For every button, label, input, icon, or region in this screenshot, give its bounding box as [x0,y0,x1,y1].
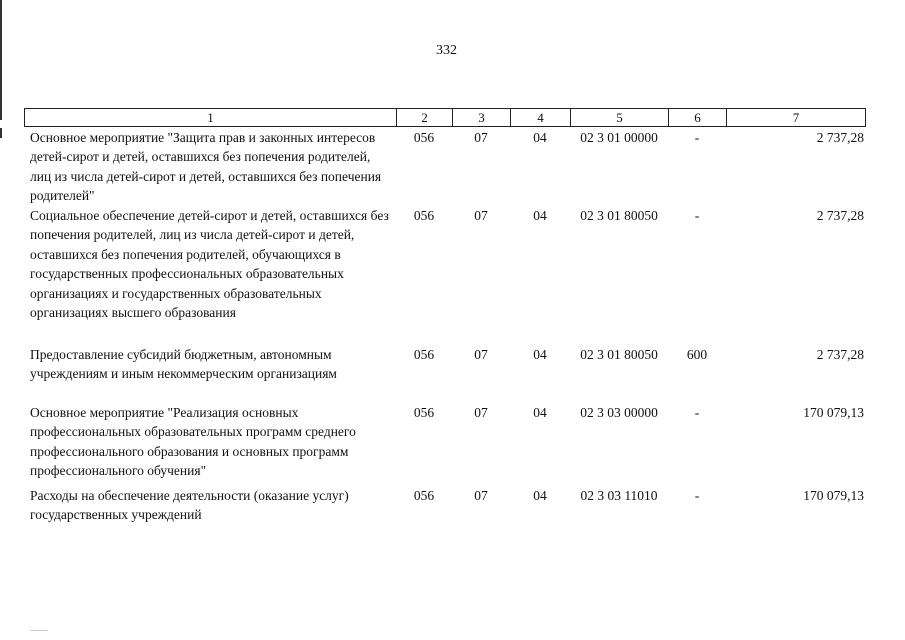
row-code-subsection: 04 [533,405,547,420]
row-code-subsection: 04 [533,347,547,362]
row-code-expense-type: - [694,488,700,503]
row-amount: 170 079,13 [803,405,864,420]
row-code-expense-type: - [694,130,700,145]
column-header-2: 2 [397,109,453,127]
column-header-row [25,109,866,127]
row-code-ministry: 056 [413,488,435,503]
row-code-ministry: 056 [413,405,435,420]
column-header-4: 4 [511,109,571,127]
column-header-6: 6 [669,109,727,127]
column-header-5: 5 [571,109,669,127]
row-code-target: 02 3 01 00000 [580,130,658,145]
row-description: Основное мероприятие "Защита прав и законных интересов детей-сирот и детей, оставшихся без попечения родителей, лиц из числа детей-сирот и детей, оставшихся без попечения родителей" [30,130,382,204]
row-code-section: 07 [474,347,488,362]
row-description: Основное мероприятие "Реализация основных профессиональных образовательных программ среднего профессионального образования и основных программ профессионального обучения" [30,405,356,479]
page-number: 332 [436,43,457,58]
column-header-3: 3 [453,109,511,127]
left-margin-line [0,0,2,120]
row-code-ministry: 056 [413,347,435,362]
row-code-ministry: 056 [413,208,435,223]
row-code-subsection: 04 [533,488,547,503]
column-header-7: 7 [727,109,866,127]
left-margin-tick [0,128,2,138]
row-code-subsection: 04 [533,208,547,223]
row-code-expense-type: - [694,405,700,420]
row-code-section: 07 [474,405,488,420]
row-code-expense-type: 600 [686,347,708,362]
row-code-target: 02 3 01 80050 [580,208,658,223]
row-code-section: 07 [474,488,488,503]
row-code-target: 02 3 03 00000 [580,405,658,420]
column-header-1: 1 [25,109,397,127]
row-description: Социальное обеспечение детей-сирот и детей, оставшихся без попечения родителей, лиц из числа детей-сирот и детей, оставшихся без попечения родителей, обучающихся в государственных профессиональных образовательных организациях и государственных образовательных организациях высшего образования [30,208,389,321]
row-code-expense-type: - [694,208,700,223]
row-amount: 170 079,13 [803,488,864,503]
row-amount: 2 737,28 [816,208,864,223]
row-code-section: 07 [474,130,488,145]
row-amount: 2 737,28 [816,347,864,362]
row-code-ministry: 056 [413,130,435,145]
row-description: Предоставление субсидий бюджетным, автономным учреждениям и иным некоммерческим организациям [30,347,337,382]
row-code-section: 07 [474,208,488,223]
column-header-table [24,108,866,127]
scan-artifact-mark [30,630,48,631]
row-code-target: 02 3 03 11010 [580,488,658,503]
row-code-subsection: 04 [533,130,547,145]
row-description: Расходы на обеспечение деятельности (оказание услуг) государственных учреждений [30,488,349,523]
row-code-target: 02 3 01 80050 [580,347,658,362]
row-amount: 2 737,28 [816,130,864,145]
